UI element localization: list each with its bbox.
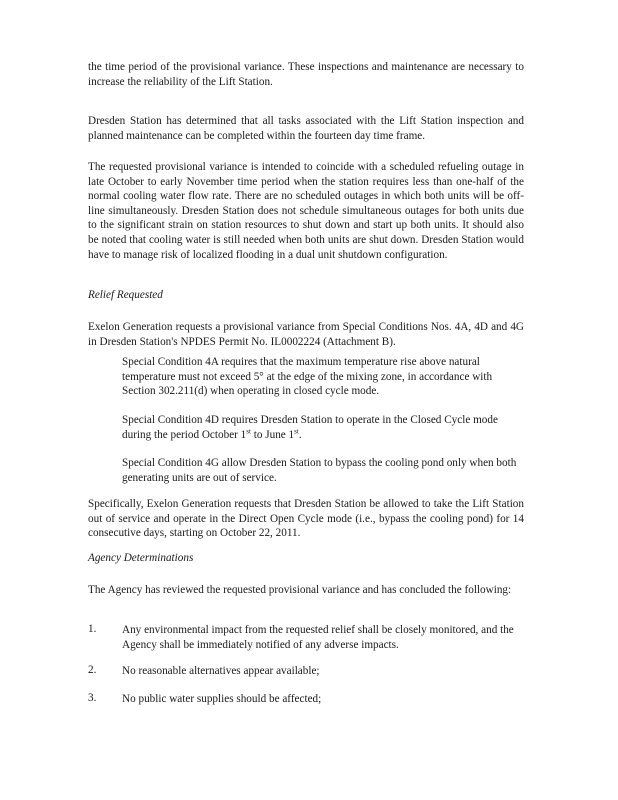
condition-4d-text-a: Special Condition 4D requires Dresden Station to operate in the Closed Cycle mode during the period October 1 — [122, 414, 498, 441]
list-item-number: 3. — [88, 692, 97, 704]
special-condition-4g: Special Condition 4G allow Dresden Station to bypass the cooling pond only when both generating units are out of service. — [122, 457, 517, 484]
list-item-text: No reasonable alternatives appear available; — [122, 665, 320, 677]
condition-4d-sup-2: st — [294, 426, 299, 435]
condition-4d-text-c: . — [298, 428, 302, 441]
heading-agency-determinations: Agency Determinations — [88, 552, 194, 564]
heading-relief-requested: Relief Requested — [88, 289, 163, 301]
condition-4d-sup-1: st — [246, 426, 251, 435]
list-item-text: Any environmental impact from the requested relief shall be closely monitored, and the Agency shall be immediately notified of any adverse impacts. — [122, 624, 514, 651]
paragraph-agency-review: The Agency has reviewed the requested provisional variance and has concluded the following: — [88, 584, 512, 596]
special-condition-4d — [122, 413, 524, 442]
paragraph-specific-request: Specifically, Exelon Generation requests that Dresden Station be allowed to take the Lift Station out of service and operate in the Direct Open Cycle mode (i.e., bypass the cooling pond) for 14 consecutive days, starting on October 22, 2011. — [88, 498, 524, 540]
paragraph-determination: Dresden Station has determined that all tasks associated with the Lift Station inspection and planned maintenance can be completed within the fourteen day time frame. — [88, 115, 524, 142]
list-item-text: No public water supplies should be affected; — [122, 693, 322, 705]
paragraph-coincide-outage: The requested provisional variance is intended to coincide with a scheduled refueling outage in late October to early November time period when the station requires less than one-half of the normal cooling water flow rate. There are no scheduled outages in which both units will be off-line simultaneously. Dresden Station does not schedule simultaneous outages for both units due to the significant strain on station resources to shut down and start up both units. It should also be noted that cooling water is still needed when both units are shut down. Dresden Station would have to manage risk of localized flooding in a dual unit shutdown configuration. — [88, 161, 524, 261]
list-item-number: 1. — [88, 623, 97, 635]
paragraph-relief-request: Exelon Generation requests a provisional variance from Special Conditions Nos. 4A, 4D and 4G in Dresden Station's NPDES Permit No. IL0002224 (Attachment B). — [88, 321, 524, 348]
special-condition-4a: Special Condition 4A requires that the maximum temperature rise above natural temperature must not exceed 5° at the edge of the mixing zone, in accordance with Section 302.211(d) when operating in closed cycle mode. — [122, 356, 493, 398]
list-item-number: 2. — [88, 664, 97, 676]
condition-4d-text-b: to June 1 — [250, 428, 295, 441]
paragraph-inspections: the time period of the provisional variance. These inspections and maintenance are necessary to increase the reliability of the Lift Station. — [88, 61, 524, 88]
